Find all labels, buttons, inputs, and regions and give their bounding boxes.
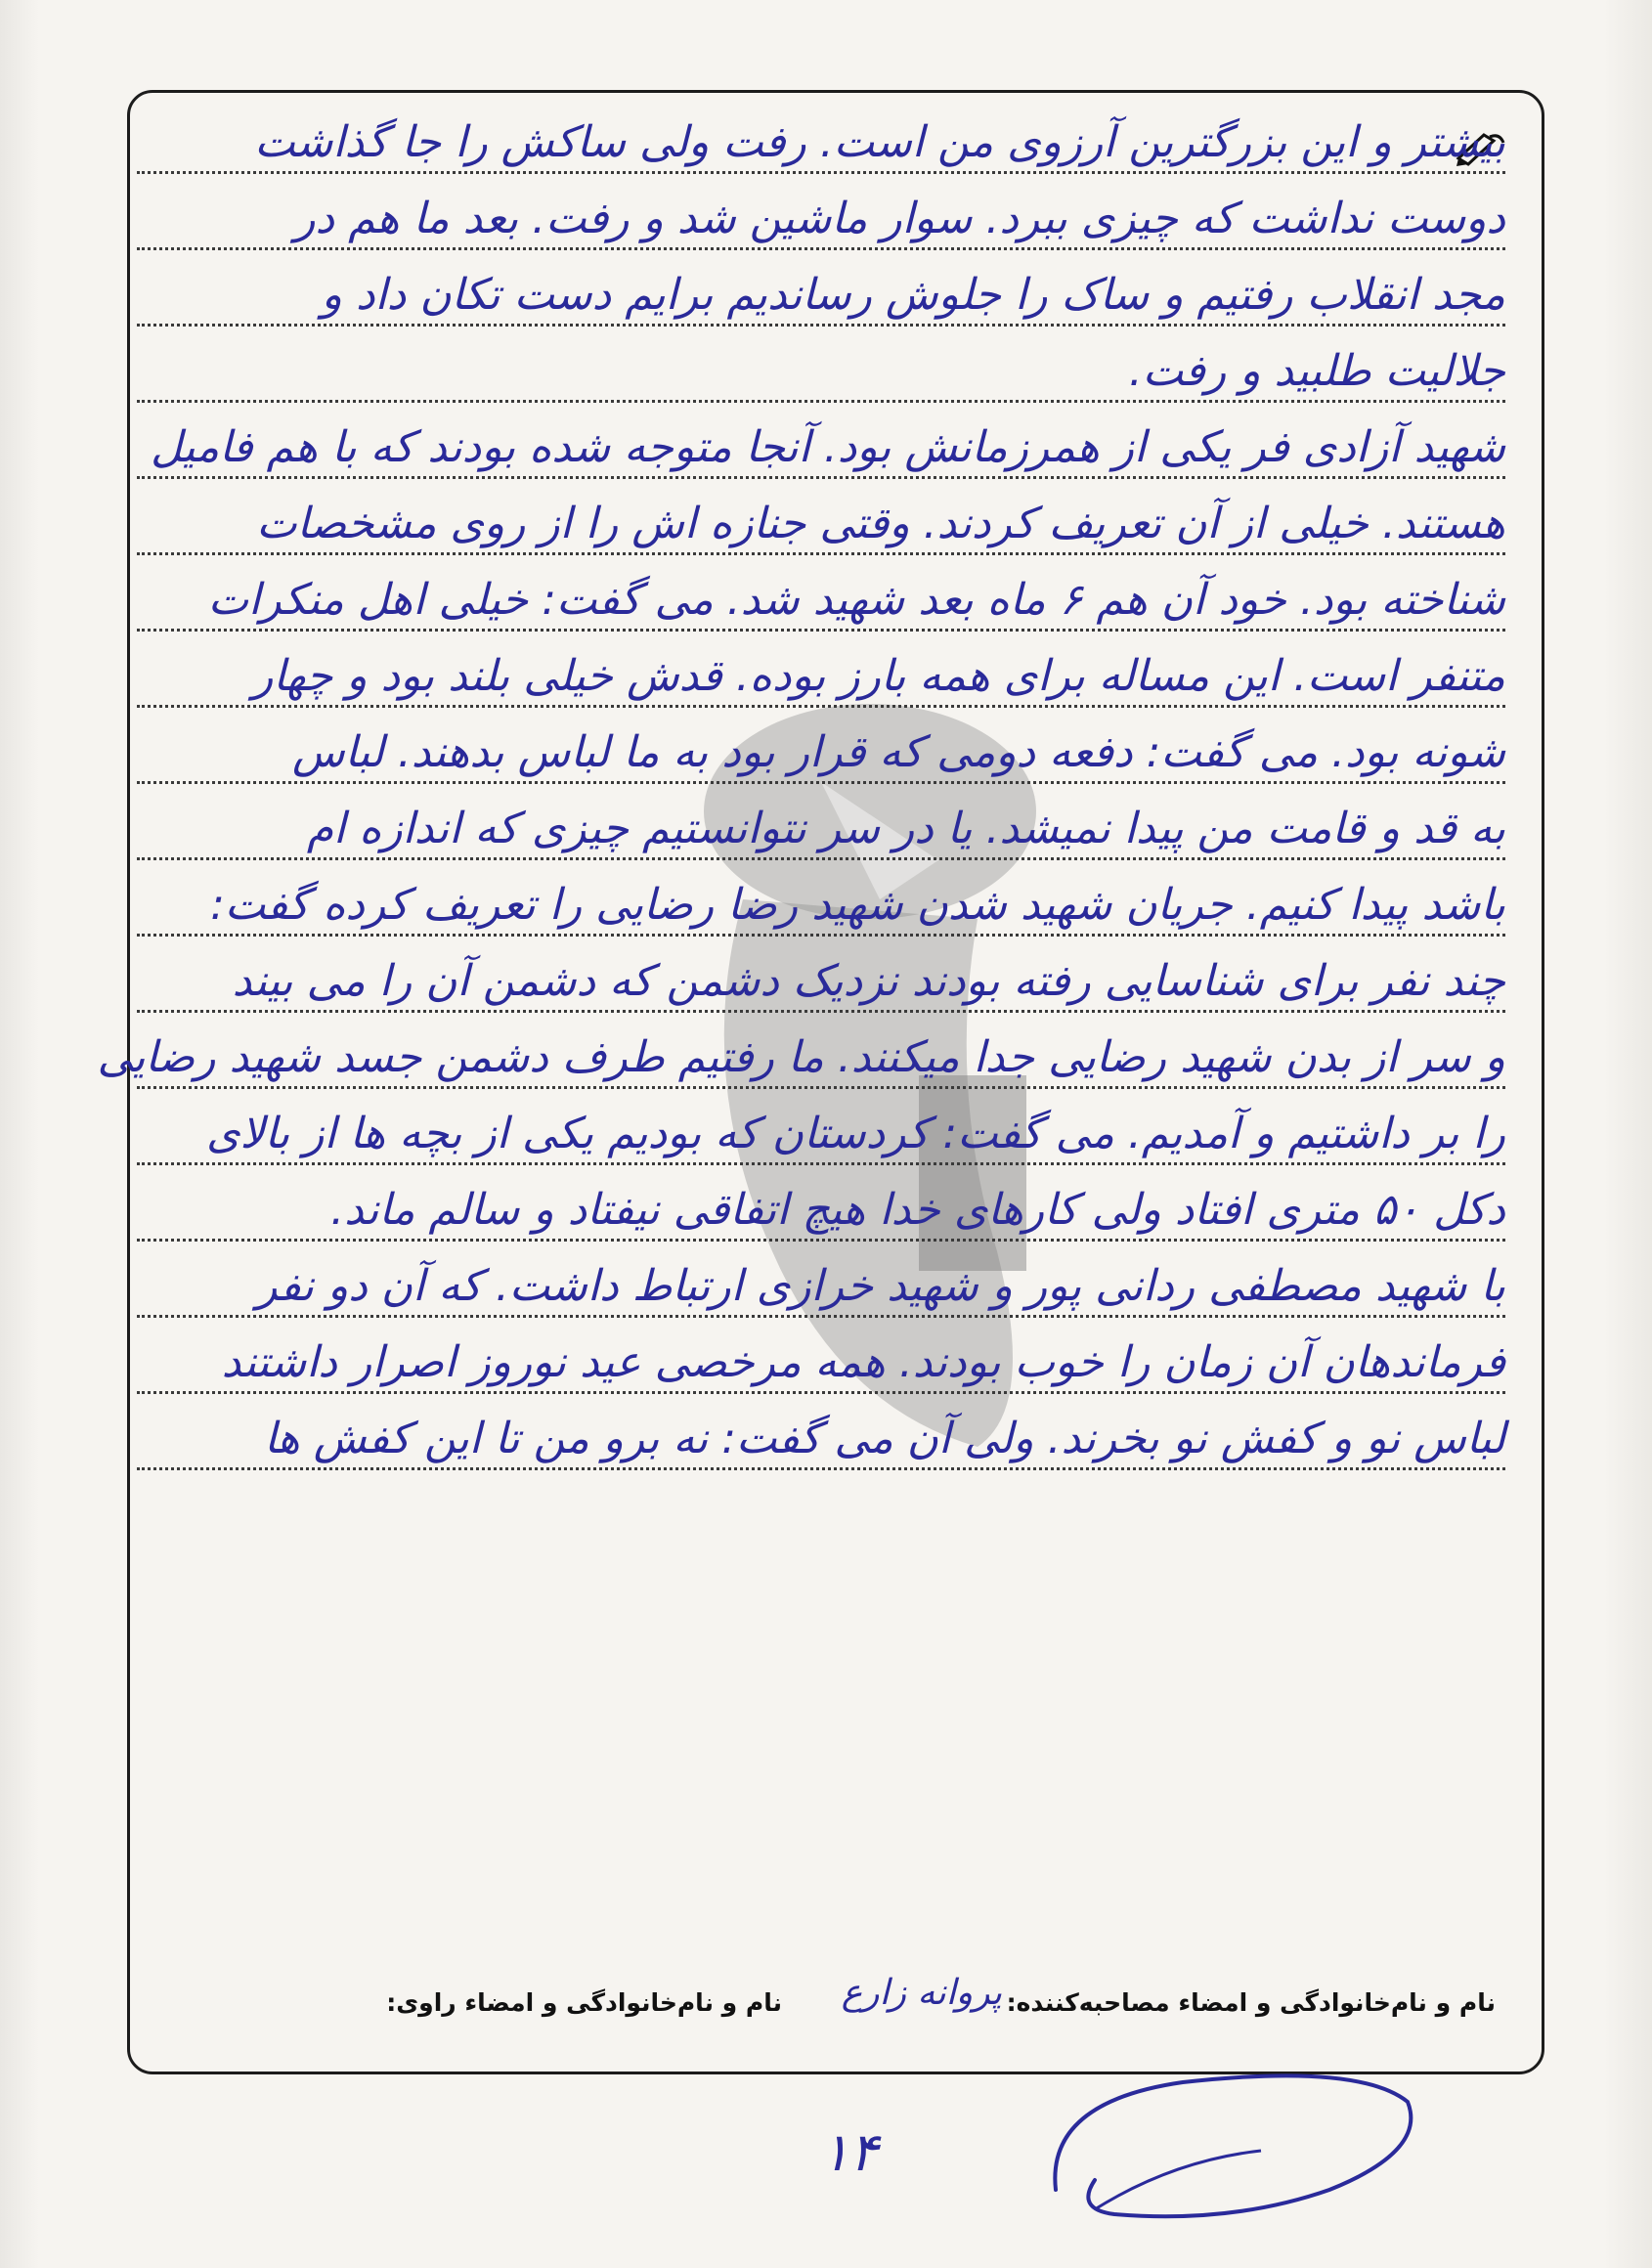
text-line-6 [137,479,1505,555]
text-line-5-content: شهید آزادی فر یکی از همرزمانش بود. آنجا متوجه شده بودند که با هم فامیل [151,422,1505,472]
text-line-15-content: دکل ۵۰ متری افتاد ولی کارهای خدا هیچ اتفاقی نیفتاد و سالم ماند. [330,1185,1505,1235]
text-line-10 [137,784,1505,860]
text-line-16 [137,1242,1505,1318]
text-line-6-content: هستند. خیلی از آن تعریف کردند. وقتی جنازه اش را از روی مشخصات [256,499,1505,548]
text-line-14-content: را بر داشتیم و آمدیم. می گفت: کردستان که بودیم یکی از بچه ها از بالای [206,1109,1505,1158]
text-line-18-content: لباس نو و کفش نو بخرند. ولی آن می گفت: نه برو من تا این کفش ها [264,1414,1505,1463]
text-line-4 [137,327,1505,403]
text-line-11 [137,860,1505,937]
text-line-8 [137,632,1505,708]
text-line-9-content: شونه بود. می گفت: دفعه دومی که قرار بود به ما لباس بدهند. لباس [291,727,1505,777]
text-line-3-content: مجد انقلاب رفتیم و ساک را جلوش رساندیم برایم دست تکان داد و [321,270,1505,320]
text-line-4-content: جلالیت طلبید و رفت. [1128,346,1505,396]
text-line-5 [137,403,1505,479]
text-line-15 [137,1165,1505,1242]
text-line-14 [137,1089,1505,1165]
narrator-label: نام و نام‌خانوادگی و امضاء راوی: [386,1988,782,2017]
text-line-17 [137,1318,1505,1394]
signature-footer [156,1973,1496,2041]
text-line-17-content: فرماندهان آن زمان را خوب بودند. همه مرخصی عید نوروز اصرار داشتند [221,1337,1505,1387]
interviewer-label: نام و نام‌خانوادگی و امضاء مصاحبه‌کننده: [1006,1988,1496,2017]
text-line-18 [137,1394,1505,1470]
text-line-12-content: چند نفر برای شناسایی رفته بودند نزدیک دشمن که دشمن آن را می بیند [232,956,1505,1006]
text-line-1-content: بیشتر و این بزرگترین آرزوی من است. رفت ولی ساکش را جا گذاشت [254,117,1505,167]
text-line-16-content: با شهید مصطفی ردانی پور و شهید خرازی ارتباط داشت. که آن دو نفر [256,1261,1505,1311]
text-line-3 [137,250,1505,327]
text-line-8-content: متنفر است. این مساله برای همه بارز بوده. قدش خیلی بلند بود و چهار [252,651,1505,701]
text-line-12 [137,937,1505,1013]
text-line-2 [137,174,1505,250]
page-number: ۱۴ [821,2121,879,2183]
text-line-13-content: و سر از بدن شهید رضایی جدا میکنند. ما رفتیم طرف دشمن جسد شهید رضایی [97,1032,1505,1082]
text-line-7 [137,555,1505,632]
text-line-1 [137,98,1505,174]
text-line-2-content: دوست نداشت که چیزی ببرد. سوار ماشین شد و رفت. بعد ما هم در [294,194,1505,243]
text-line-11-content: باشد پیدا کنیم. جریان شهید شدن شهید رضا رضایی را تعریف کرده گفت: [210,880,1505,930]
text-line-9 [137,708,1505,784]
text-line-7-content: شناخته بود. خود آن هم ۶ ماه بعد شهید شد. می گفت: خیلی اهل منکرات [207,575,1505,625]
interviewer-name: پروانه زارع [841,1973,1002,2013]
signature-mark [1036,2043,1447,2239]
text-line-10-content: به قد و قامت من پیدا نمیشد. یا در سر نتوانستیم چیزی که اندازه ام [306,804,1505,853]
text-line-13 [97,1013,1505,1089]
